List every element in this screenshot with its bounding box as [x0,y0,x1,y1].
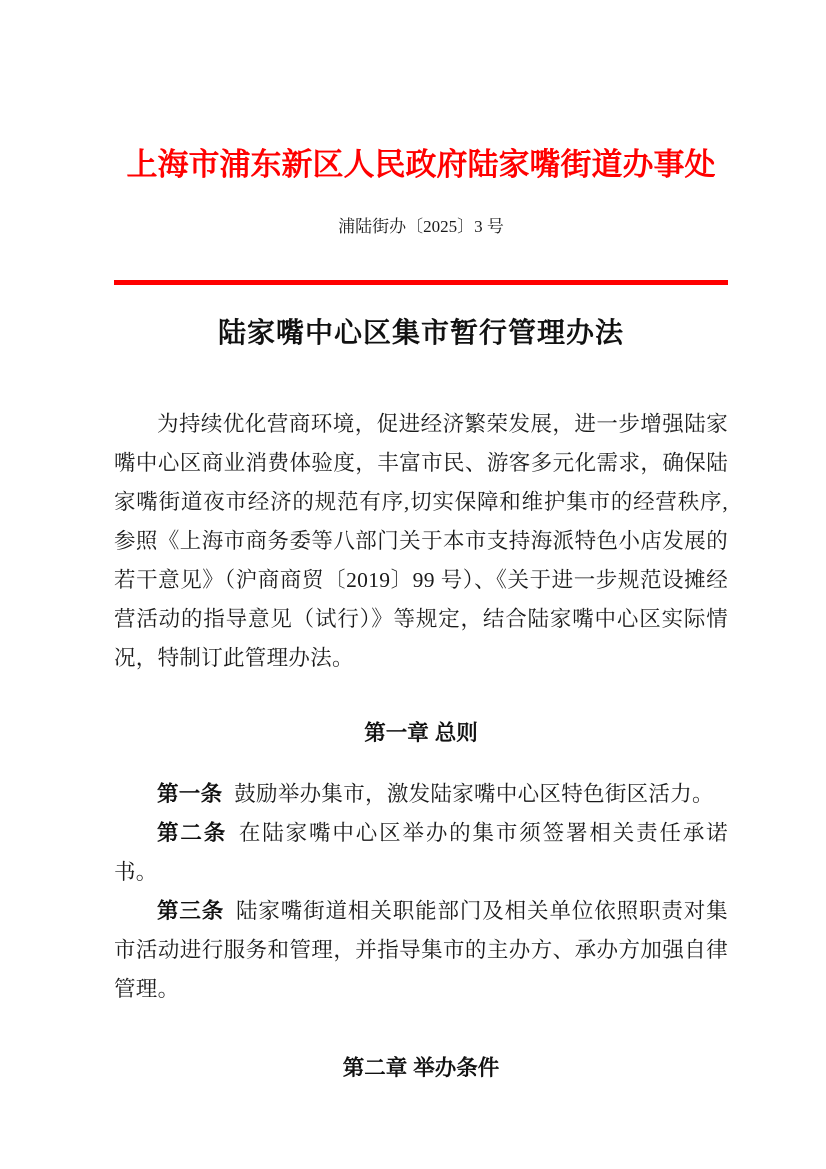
chapter-1-articles [114,775,728,1009]
intro-paragraph: 为持续优化营商环境，促进经济繁荣发展，进一步增强陆家嘴中心区商业消费体验度，丰富市民、游客多元化需求，确保陆家嘴街道夜市经济的规范有序,切实保障和维护集市的经营秩序,参照《上海市商务委等八部门关于本市支持海派特色小店发展的若干意见》（沪商商贸〔2019〕99 号）、《关于进一步规范设摊经营活动的指导意见（试行）》等规定，结合陆家嘴中心区实际情况，特制订此管理办法。 [114,412,728,670]
red-divider-line [114,280,728,285]
article-3 [114,892,728,1009]
issuing-authority-title: 上海市浦东新区人民政府陆家嘴街道办事处 [126,147,716,182]
document-content [114,0,728,1088]
article-1-text: 鼓励举办集市，激发陆家嘴中心区特色街区活力。 [234,782,714,806]
document-title: 陆家嘴中心区集市暂行管理办法 [217,317,624,348]
chapter-1-heading: 第一章 总则 [364,721,478,745]
article-3-label: 第三条 [157,899,225,923]
article-2-text: 在陆家嘴中心区举办的集市须签署相关责任承诺书。 [114,821,728,884]
article-3-text: 陆家嘴街道相关职能部门及相关单位依照职责对集市活动进行服务和管理，并指导集市的主办方、承办方加强自律管理。 [114,899,728,1001]
article-1-label: 第一条 [157,782,223,806]
article-2-label: 第二条 [157,821,228,845]
chapter-2-heading: 第二章 举办条件 [342,1056,500,1080]
document-number: 浦陆街办〔2025〕3 号 [338,217,504,236]
article-1 [114,775,728,814]
article-2 [114,814,728,892]
